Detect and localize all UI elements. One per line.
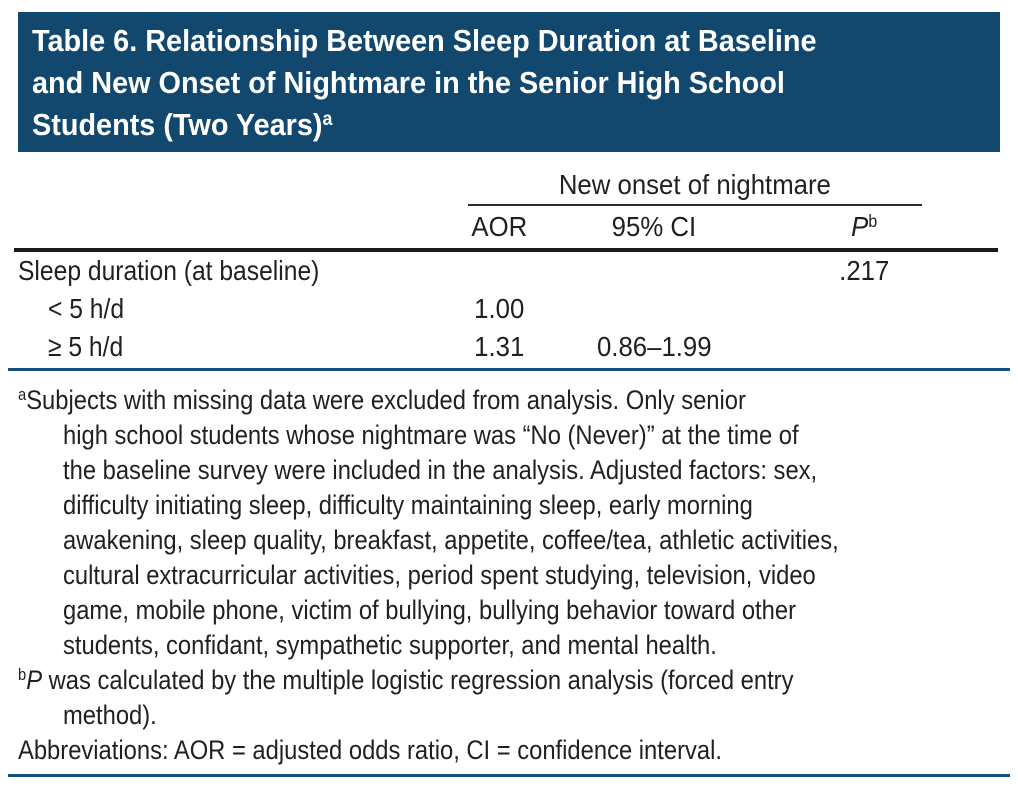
spanner-row [14, 166, 998, 206]
footnote-a-text: difficulty initiating sleep, difficulty maintaining sleep, early morning [63, 490, 753, 520]
table-title-text-1: Table 6. Relationship Between Sleep Duration at Baseline [32, 23, 817, 58]
footnote-a-line [18, 628, 1018, 663]
abbreviations-text: Abbreviations: AOR = adjusted odds ratio, CI = confidence interval. [18, 735, 722, 765]
column-header-ci [554, 211, 754, 243]
column-header-p [754, 211, 974, 243]
table-title-footnote-marker: a [322, 109, 333, 130]
column-header-row [14, 206, 998, 252]
footnote-b-line [18, 698, 1018, 733]
table-title-banner [18, 12, 1000, 152]
spanner-heading-text: New onset of nightmare [558, 169, 832, 200]
footnote-a-text: the baseline survey were included in the analysis. Adjusted factors: sex, [63, 455, 818, 485]
table-row [14, 290, 998, 328]
column-header-aor [444, 211, 554, 243]
row-label [14, 293, 444, 325]
row-aor-value [444, 293, 554, 325]
footnote-b-italic-p: P [26, 665, 43, 695]
footnotes [18, 383, 1018, 768]
footnote-a-text: high school students whose nightmare was “No (Never)” at the time of [63, 420, 799, 450]
row-ci-value [554, 331, 754, 363]
footnote-a-line [18, 418, 1018, 453]
footnote-b-text: was calculated by the multiple logistic regression analysis (forced entry [42, 665, 794, 695]
figure-bottom-rule [8, 774, 1010, 777]
footnote-a-line [18, 558, 1018, 593]
row-label [14, 331, 444, 363]
footnote-a-line [18, 523, 1018, 558]
column-header-p-text [851, 211, 877, 243]
row-ci-value [554, 255, 754, 287]
footnote-a-text: game, mobile phone, victim of bullying, bullying behavior toward other [63, 595, 796, 625]
footnote-a-marker: a [18, 385, 27, 404]
row-ci-text: 0.86–1.99 [596, 331, 712, 362]
table-row [14, 252, 998, 290]
table-title-text-2: and New Onset of Nightmare in the Senior High School [32, 65, 785, 100]
row-label-text: < 5 h/d [48, 293, 125, 324]
footnote-a-line [18, 453, 1018, 488]
spanner-heading [468, 166, 922, 206]
row-label [14, 255, 444, 287]
footnote-a-text: Subjects with missing data were excluded from analysis. Only senior [26, 385, 746, 415]
row-p-value [754, 255, 974, 287]
column-header-p-italic: P [850, 211, 869, 242]
table-title-text-3 [32, 104, 332, 146]
footnote-a-text: students, confidant, sympathetic supporter, and mental health. [63, 630, 717, 660]
abbreviations-line [18, 733, 1018, 768]
footnote-a-line [18, 383, 1018, 418]
row-label-text: ≥ 5 h/d [48, 331, 124, 362]
column-header-aor-text: AOR [471, 211, 527, 242]
table-title-line-2 [32, 62, 986, 104]
table-bottom-rule [8, 368, 1010, 371]
row-ci-value [554, 293, 754, 325]
row-aor-value [444, 255, 554, 287]
row-aor-text: 1.00 [473, 293, 525, 324]
footnote-a-first-line [18, 383, 746, 418]
row-p-value [754, 293, 974, 325]
footnote-a-line [18, 593, 1018, 628]
table-title-text-3-base: Students (Two Years) [32, 107, 323, 142]
footnote-a-text: awakening, sleep quality, breakfast, appetite, coffee/tea, athletic activities, [63, 525, 839, 555]
row-p-text: .217 [838, 255, 890, 286]
footnote-a-line [18, 488, 1018, 523]
footnote-a-text: cultural extracurricular activities, period spent studying, television, video [63, 560, 816, 590]
results-table [14, 166, 998, 366]
footnote-b-line [18, 663, 1018, 698]
table-title-line-3 [32, 104, 986, 146]
table-title-line-1 [32, 20, 986, 62]
row-aor-value [444, 331, 554, 363]
footnote-b-marker: b [18, 665, 27, 684]
row-aor-text: 1.31 [473, 331, 525, 362]
row-p-value [754, 331, 974, 363]
column-header-ci-text: 95% CI [611, 211, 697, 242]
table-row [14, 328, 998, 366]
footnote-b-first-line [18, 663, 793, 698]
footnote-b-text: method). [63, 700, 157, 730]
column-header-p-sup: b [868, 211, 878, 231]
row-label-text: Sleep duration (at baseline) [18, 255, 320, 286]
